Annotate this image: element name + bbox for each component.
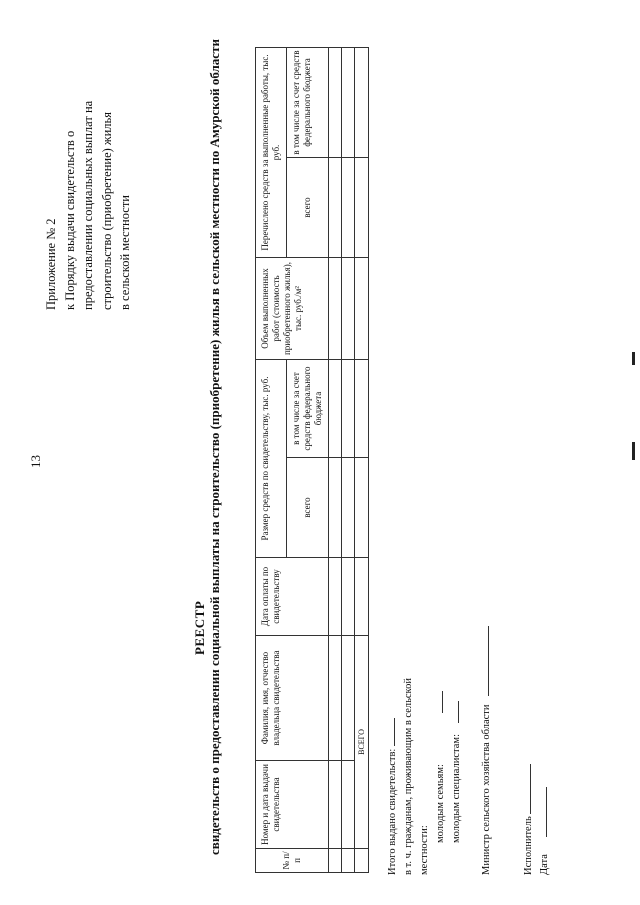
- scan-edge-mark: [632, 442, 635, 460]
- register-title: РЕЕСТР: [192, 600, 207, 655]
- annex-line: строительство (приобретение) жилья: [99, 112, 114, 310]
- table-row: [342, 48, 355, 873]
- annex-line: предоставлении социальных выплат на: [81, 100, 95, 310]
- header-amount-federal: в том числе за счет средств федерального бюджета: [287, 360, 329, 458]
- header-payment-date: Дата оплаты по свидетельству: [256, 558, 329, 636]
- header-volume: Объем выполненных работ (стоимость приобретенного жилья), тыс. руб./м²: [256, 258, 329, 360]
- header-transferred: Перечислено средств за выполненные работы, тыс. руб.: [256, 48, 287, 258]
- executor-label: Исполнитель: [523, 816, 534, 875]
- signature-line: [479, 626, 489, 696]
- total-row: [355, 48, 369, 873]
- register-table: [255, 47, 369, 873]
- table-row: [329, 48, 342, 873]
- header-amount: Размер средств по свидетельству, тыс. руб.: [256, 360, 287, 558]
- header-owner: Фамилия, имя, отчество владельца свидетельства: [256, 636, 329, 761]
- blank-line: [521, 764, 531, 814]
- date-label: Дата: [539, 854, 550, 875]
- annex-block: [42, 10, 135, 310]
- register-subtitle: свидетельств о предоставлении социальной выплаты на строительство (приобретение) жилья в сельской местности по Амурской области: [207, 39, 222, 855]
- young-specialists-label: молодым специалистам:: [451, 734, 462, 843]
- annex-line: к Порядку выдачи свидетельств о: [62, 130, 77, 310]
- issued-label: Итого выдано свидетельств:: [387, 748, 398, 875]
- header-certificate: Номер и дата выдачи свидетельства: [256, 761, 329, 849]
- blank-line: [449, 701, 459, 723]
- blank-line: [537, 787, 547, 837]
- header-transferred-federal: в том числе за счет средств федерального бюджета: [287, 48, 329, 158]
- annex-line: в сельской местности: [118, 195, 132, 310]
- header-num: № п/п: [256, 849, 329, 873]
- summary-block: [385, 626, 553, 875]
- header-transferred-total: всего: [287, 158, 329, 258]
- scan-edge-mark: [632, 352, 635, 365]
- minister-label: Министр сельского хозяйства области: [481, 704, 492, 875]
- incl-label-cont: местности:: [419, 825, 430, 875]
- total-label: ВСЕГО: [355, 636, 369, 849]
- incl-label: в т. ч. гражданам, проживающим в сельской: [403, 678, 414, 875]
- young-families-label: молодым семьям:: [435, 764, 446, 843]
- page-number: 13: [28, 455, 43, 468]
- blank-line: [433, 691, 443, 713]
- header-amount-total: всего: [287, 458, 329, 558]
- annex-line: Приложение № 2: [44, 218, 58, 310]
- blank-line: [385, 718, 395, 746]
